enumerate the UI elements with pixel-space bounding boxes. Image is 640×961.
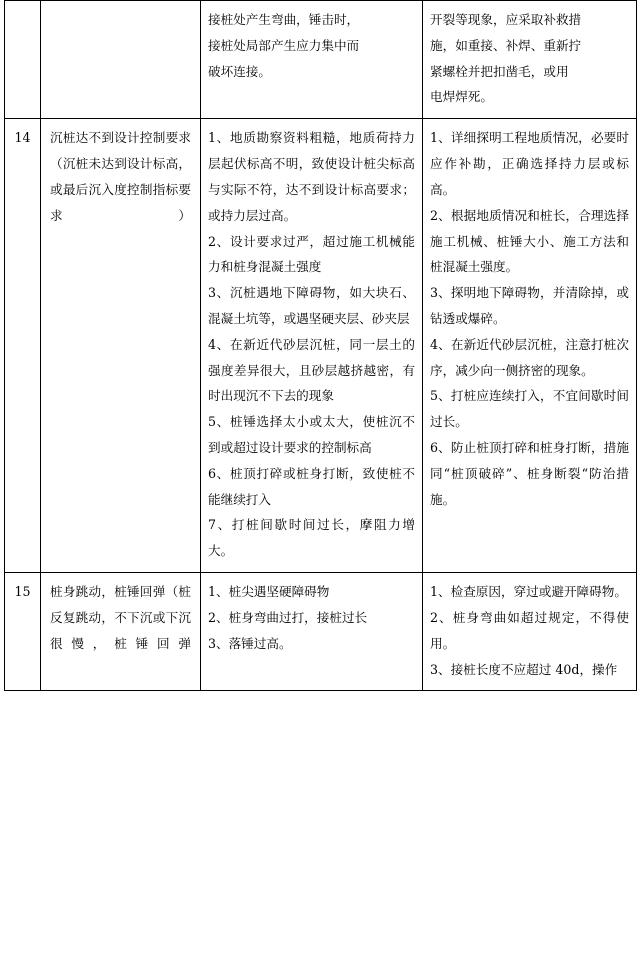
cause-item: 1、桩尖遇坚硬障碍物 [208,584,330,600]
cause-cell [201,573,423,691]
quality-issue-cell [41,1,201,119]
prevention-item: 4、在新近代砂层沉桩，注意打桩次序，减少向一侧挤密的现象。 [430,336,629,378]
table-row [5,573,637,691]
cause-line: 破坏连接。 [208,63,271,79]
cause-item: 7、打桩间歇时间过长，摩阻力增大。 [208,517,415,559]
cause-item: 5、桩锤选择太小或太大，使桩沉不到或超过设计要求的控制标高 [208,414,415,455]
prevention-line: 施，如重接、补焊、重新拧 [430,37,582,53]
prevention-item: 6、防止桩顶打碎和桩身打断，措施同“桩顶破碎”、桩身断裂“防治措施。 [430,440,629,507]
prevention-item: 2、根据地质情况和桩长，合理选择施工机械、桩锤大小、施工方法和桩混凝土强度。 [430,207,629,275]
prevention-line: 紧螺栓并把扣凿毛，或用 [430,63,569,79]
cause-item: 2、桩身弯曲过打，接桩过长 [208,609,368,625]
quality-issues-table [4,0,637,691]
prevention-item: 1、检查原因，穿过或避开障碍物。 [430,584,627,600]
prevention-line: 开裂等现象，应采取补救措 [430,12,582,27]
row-number: 15 [14,584,31,600]
row-number: 14 [14,130,31,146]
cause-item: 6、桩顶打碎或桩身打断，致使桩不能继续打入 [208,465,415,507]
prevention-cell [423,1,637,119]
cause-line: 接桩处产生弯曲，锤击时， [208,12,360,27]
prevention-cell [423,119,637,573]
cause-item: 3、沉桩遇地下障碍物，如大块石、混凝土坑等，或遇坚硬夹层、砂夹层 [208,285,415,326]
quality-issue-text: 桩身跳动，桩锤回弹（桩反复跳动，不下沉或下沉很慢，桩锤回弹 [50,584,191,651]
row-number-cell [5,1,41,119]
prevention-item: 3、探明地下障碍物，并清除掉，或钻透或爆碎。 [430,285,629,326]
quality-issue-cell [41,573,201,691]
table-row [5,1,637,119]
cause-item: 3、落锤过高。 [208,635,292,651]
cause-cell [201,119,423,573]
row-number-cell [5,119,41,573]
table-row [5,119,637,573]
quality-issue-cell [41,119,201,573]
cause-item: 2、设计要求过严，超过施工机械能力和桩身混凝土强度 [208,233,415,275]
quality-issue-text: 沉桩达不到设计控制要求（沉桩未达到设计标高，或最后沉入度控制指标要求） [50,130,191,223]
prevention-item: 5、打桩应连续打入，不宜间歇时间过长。 [430,388,629,430]
prevention-item: 1、详细探明工程地质情况，必要时应作补勘，正确选择持力层或标高。 [430,130,629,197]
row-number-cell [5,573,41,691]
prevention-cell [423,573,637,691]
cause-line: 接桩处局部产生应力集中而 [208,37,360,53]
prevention-item: 2、桩身弯曲如超过规定，不得使用。 [430,609,629,651]
prevention-item: 3、接桩长度不应超过 40d，操作 [430,661,618,677]
cause-cell [201,1,423,119]
prevention-line: 电焊焊死。 [430,89,493,105]
cause-item: 1、地质勘察资料粗糙，地质荷持力层起伏标高不明，致使设计桩尖标高与实际不符，达不到设计标高要求；或持力层过高。 [208,130,415,223]
cause-item: 4、在新近代砂层沉桩，同一层土的强度差异很大，且砂层越挤越密，有时出现沉不下去的现象 [208,336,415,404]
